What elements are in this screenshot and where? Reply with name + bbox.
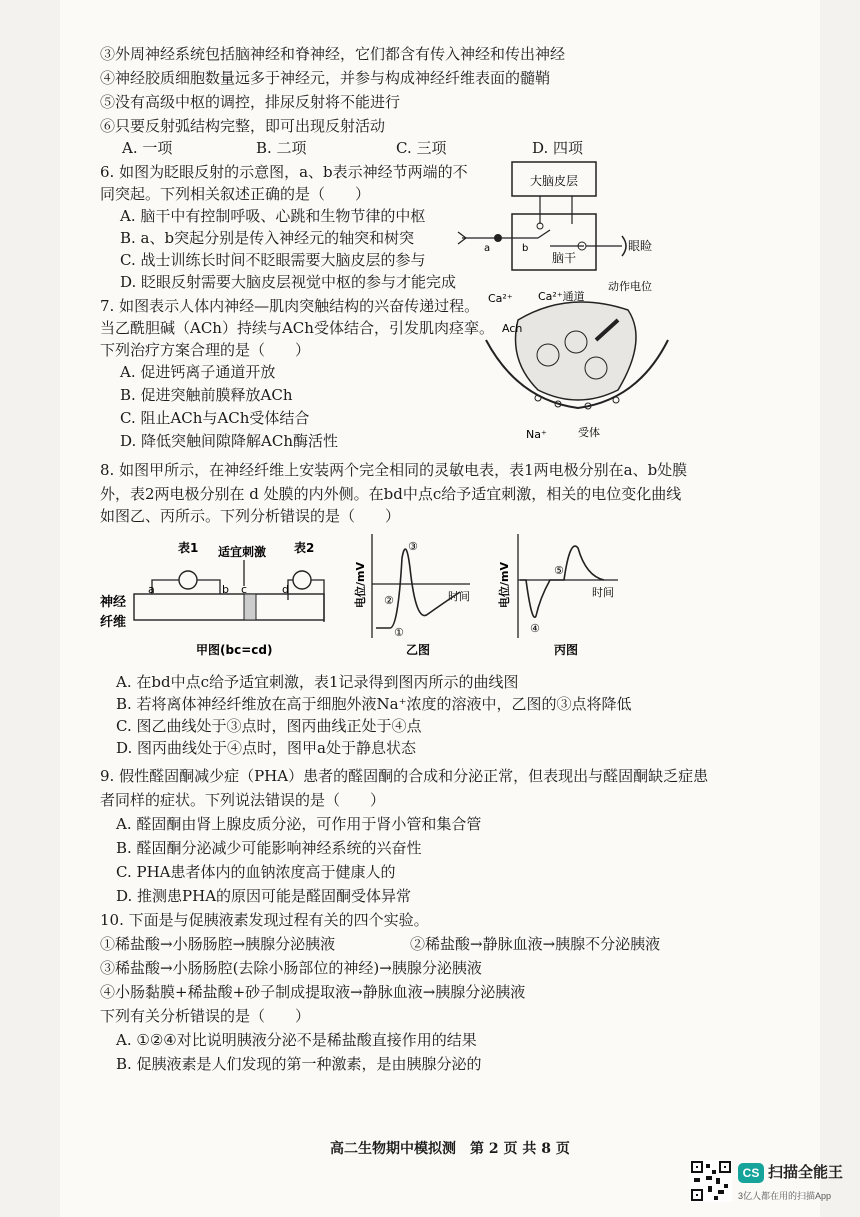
page-footer: 高二生物期中模拟测 第 2 页 共 8 页 (330, 1141, 570, 1157)
fig-yi-ylabel: 电位/mV (354, 562, 367, 608)
q10-stem: 10. 下面是与促胰液素发现过程有关的四个实验。 (100, 911, 429, 929)
ca-channel-label: Ca²⁺通道 (538, 290, 585, 303)
svg-text:c: c (241, 583, 248, 596)
q9-option-a: A. 醛固酮由肾上腺皮质分泌，可作用于肾小管和集合管 (116, 815, 482, 833)
q10-option-a: A. ①②④对比说明胰液分泌不是稀盐酸直接作用的结果 (116, 1031, 477, 1049)
q5-option-c: C. 三项 (396, 139, 447, 157)
fig-yi-caption: 乙图 (406, 643, 431, 657)
fig-yi-xlabel: 时间 (448, 590, 470, 603)
q6-option-c: C. 战士训练长时间不眨眼需要大脑皮层的参与 (120, 251, 426, 269)
q10-exp-1: ①稀盐酸→小肠肠腔→胰腺分泌胰液 (100, 935, 336, 953)
svg-text:④: ④ (530, 622, 540, 635)
meter2-dial (293, 571, 311, 589)
q6-option-d: D. 眨眼反射需要大脑皮层视觉中枢的参与才能完成 (120, 273, 457, 291)
svg-text:③: ③ (408, 540, 418, 553)
statement-3: ③外周神经系统包括脑神经和脊神经，它们都含有传入神经和传出神经 (100, 45, 566, 63)
cortex-label: 大脑皮层 (529, 174, 579, 188)
camscanner-logo-icon: CS (738, 1163, 764, 1183)
fig-jia-nerve-fiber (96, 530, 356, 664)
fig-yi-curve (376, 549, 460, 628)
meter1-dial (179, 571, 197, 589)
q6-option-a: A. 脑干中有控制呼吸、心跳和生物节律的中枢 (120, 207, 426, 225)
svg-text:d: d (282, 583, 289, 596)
presynaptic-terminal (516, 302, 637, 400)
q8-stem-2: 外，表2两电极分别在 d 处膜的内外侧。在bd中点c给予适宜刺激，相关的电位变化曲线 (100, 485, 682, 503)
q9-option-c: C. PHA患者体内的血钠浓度高于健康人的 (116, 863, 396, 881)
q7-option-c: C. 阻止ACh与ACh受体结合 (120, 409, 310, 427)
q9-stem-1: 9. 假性醛固酮减少症（PHA）患者的醛固酮的合成和分泌正常，但表现出与醛固酮缺乏症患 (100, 767, 709, 785)
svg-text:b: b (222, 583, 229, 596)
svg-text:b: b (522, 243, 529, 254)
nerve-fiber (134, 594, 324, 620)
q7-option-b: B. 促进突触前膜释放ACh (120, 386, 293, 404)
q7-stem-1: 7. 如图表示人体内神经—肌肉突触结构的兴奋传递过程。 (100, 297, 480, 315)
q7-stem-3: 下列治疗方案合理的是（ ） (100, 341, 311, 359)
q5-option-b: B. 二项 (256, 139, 307, 157)
q10-exp-3: ③稀盐酸→小肠肠腔(去除小肠部位的神经)→胰腺分泌胰液 (100, 959, 482, 977)
svg-text:②: ② (384, 594, 394, 607)
fig-yi-potential-curve (350, 528, 480, 664)
stim-region (244, 594, 256, 620)
stimulus-label: 适宜刺激 (218, 545, 267, 559)
q5-option-d: D. 四项 (532, 139, 584, 157)
synapse-diagram (478, 280, 678, 442)
brainstem-label: 脑干 (551, 251, 577, 265)
fig-bing-ylabel: 电位/mV (498, 562, 511, 608)
meter2-label: 表2 (294, 541, 315, 555)
ca-ion-label: Ca²⁺ (488, 292, 513, 305)
q7-stem-2: 当乙酰胆碱（ACh）持续与ACh受体结合，引发肌肉痉挛。 (100, 319, 494, 337)
fig-jia-caption: 甲图(bc=cd) (196, 643, 273, 657)
svg-text:①: ① (394, 626, 404, 639)
fiber-label-1: 神经 (100, 595, 127, 610)
action-potential-label: 动作电位 (608, 280, 652, 293)
q9-option-b: B. 醛固酮分泌减少可能影响神经系统的兴奋性 (116, 839, 422, 857)
q6-stem-1: 6. 如图为眨眼反射的示意图，a、b表示神经节两端的不 (100, 163, 468, 181)
q9-option-d: D. 推测患PHA的原因可能是醛固酮受体异常 (116, 887, 412, 905)
svg-text:a: a (484, 243, 491, 254)
q10-exp-4: ④小肠黏膜+稀盐酸+砂子制成提取液→静脉血液→胰腺分泌胰液 (100, 983, 526, 1001)
q8-stem-3: 如图乙、丙所示。下列分析错误的是（ ） (100, 507, 401, 525)
q8-option-d: D. 图丙曲线处于④点时，图甲a处于静息状态 (116, 739, 416, 757)
camscanner-tagline: 3亿人都在用的扫描App (738, 1191, 832, 1201)
q7-option-d: D. 降低突触间隙降解ACh酶活性 (120, 432, 338, 450)
svg-text:a: a (148, 583, 155, 596)
q8-option-c: C. 图乙曲线处于③点时，图丙曲线正处于④点 (116, 717, 422, 735)
statement-6: ⑥只要反射弧结构完整，即可出现反射活动 (100, 117, 386, 135)
svg-text:⑤: ⑤ (554, 564, 564, 577)
fiber-label-2: 纤维 (100, 615, 127, 630)
fig-bing-xlabel: 时间 (592, 586, 614, 599)
ganglion (494, 234, 502, 242)
q10-exp-2: ②稀盐酸→静脉血液→胰腺不分泌胰液 (410, 935, 661, 953)
q8-option-a: A. 在bd中点c给予适宜刺激，表1记录得到图丙所示的曲线图 (116, 673, 519, 691)
q8-option-b: B. 若将离体神经纤维放在高于细胞外液Na⁺浓度的溶液中，乙图的③点将降低 (116, 695, 632, 713)
q7-option-a: A. 促进钙离子通道开放 (120, 363, 276, 381)
fig-bing-caption: 丙图 (554, 643, 579, 657)
qr-code-icon (690, 1160, 732, 1202)
blink-reflex-diagram (454, 158, 654, 280)
camscanner-name: 扫描全能王 (768, 1164, 844, 1181)
q10-option-b: B. 促胰液素是人们发现的第一种激素，是由胰腺分泌的 (116, 1055, 482, 1073)
q5-option-a: A. 一项 (122, 139, 173, 157)
q6-stem-2: 同突起。下列相关叙述正确的是（ ） (100, 185, 371, 203)
meter1-label: 表1 (178, 541, 199, 555)
statement-4: ④神经胶质细胞数量远多于神经元，并参与构成神经纤维表面的髓鞘 (100, 69, 551, 87)
q8-stem-1: 8. 如图甲所示，在神经纤维上安装两个完全相同的灵敏电表，表1两电极分别在a、b处膜 (100, 461, 688, 479)
na-label: Na⁺ (526, 428, 547, 441)
eyelid-shape (622, 236, 626, 256)
statement-5: ⑤没有高级中枢的调控，排尿反射将不能进行 (100, 93, 401, 111)
q6-option-b: B. a、b突起分别是传入神经元的轴突和树突 (120, 229, 415, 247)
fig-bing-potential-curve (494, 528, 634, 664)
receptor-label: 受体 (578, 426, 600, 439)
q9-stem-2: 者同样的症状。下列说法错误的是（ ） (100, 791, 386, 809)
ach-label: Ach (502, 322, 523, 335)
q10-ask: 下列有关分析错误的是（ ） (100, 1007, 311, 1025)
fig-bing-curve (520, 546, 604, 617)
eyelid-label: 眼睑 (628, 239, 653, 253)
